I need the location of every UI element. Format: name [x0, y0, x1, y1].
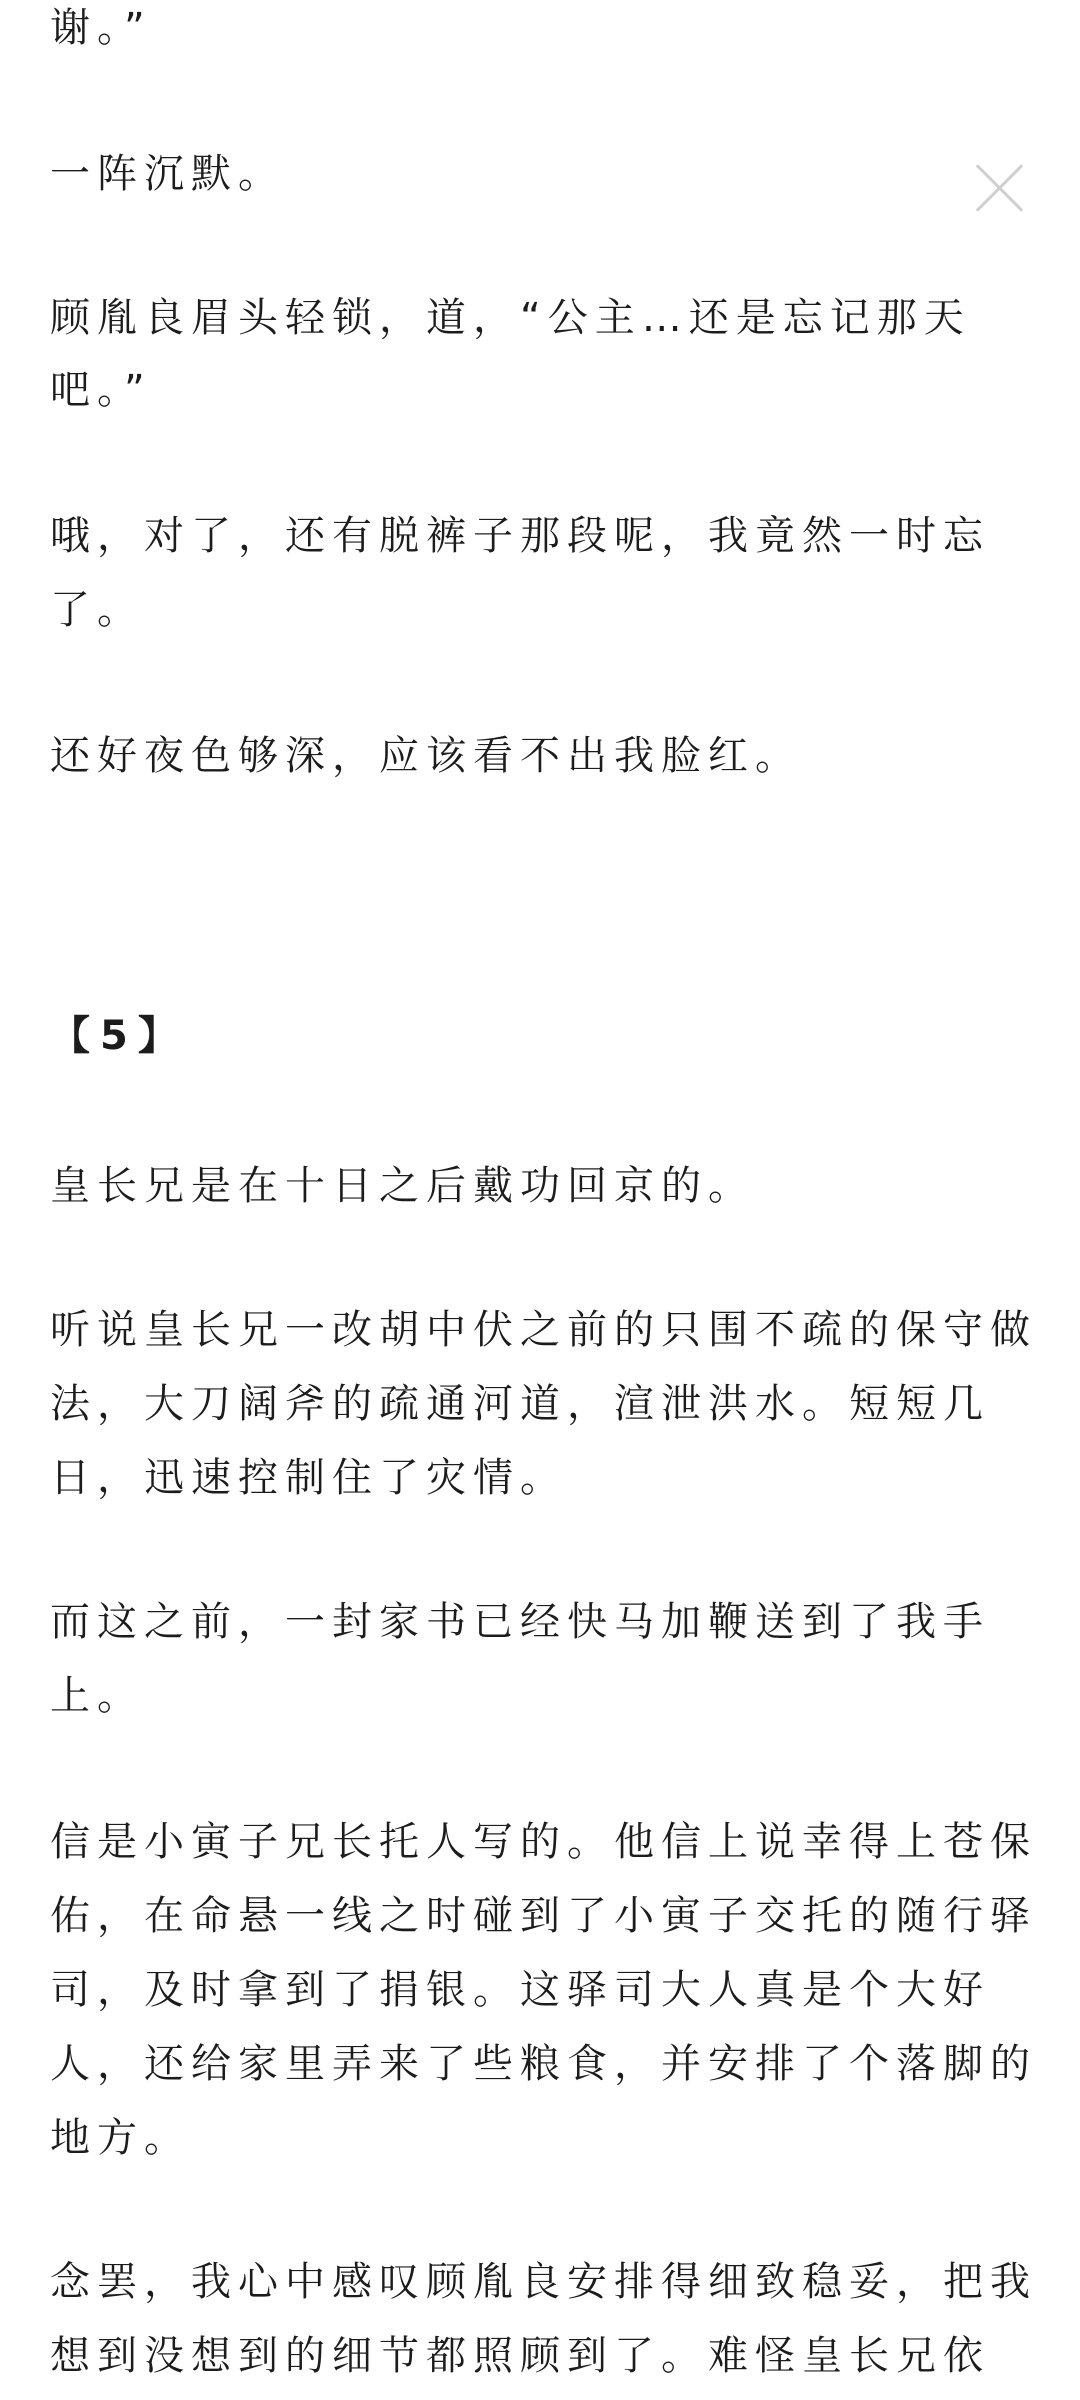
- text-line: 法，大刀阔斧的疏通河道，渲泄洪水。短短几: [50, 1381, 990, 1427]
- text-line: 谢。”: [50, 5, 152, 51]
- text-line: 一阵沉默。: [50, 151, 285, 197]
- text-line: 顾胤良眉头轻锁，道，“公主…还是忘记那天: [50, 295, 971, 341]
- text-line: 了。: [50, 587, 144, 633]
- text-line: 上。: [50, 1673, 144, 1719]
- text-line: 念罢，我心中感叹顾胤良安排得细致稳妥，把我: [50, 2259, 1037, 2305]
- text-line: 佑，在命悬一线之时碰到了小寅子交托的随行驿: [50, 1893, 1037, 1939]
- text-line: 而这之前，一封家书已经快马加鞭送到了我手: [50, 1599, 990, 1645]
- text-line: 日，迅速控制住了灾情。: [50, 1455, 567, 1501]
- text-line: 司，及时拿到了捐银。这驿司大人真是个大好: [50, 1967, 990, 2013]
- text-line: 吧。”: [50, 367, 152, 413]
- text-line: 人，还给家里弄来了些粮食，并安排了个落脚的: [50, 2041, 1037, 2087]
- text-line: 还好夜色够深，应该看不出我脸红。: [50, 733, 802, 779]
- text-line: 信是小寅子兄长托人写的。他信上说幸得上苍保: [50, 1819, 1037, 1865]
- text-line: 地方。: [50, 2115, 191, 2161]
- chapter-heading: 【5】: [50, 1013, 188, 1059]
- text-line: 想到没想到的细节都照顾到了。难怪皇长兄依: [50, 2333, 990, 2379]
- text-line: 皇长兄是在十日之后戴功回京的。: [50, 1163, 755, 1209]
- text-line: 听说皇长兄一改胡中伏之前的只围不疏的保守做: [50, 1307, 1037, 1353]
- text-line: 哦，对了，还有脱裤子那段呢，我竟然一时忘: [50, 513, 990, 559]
